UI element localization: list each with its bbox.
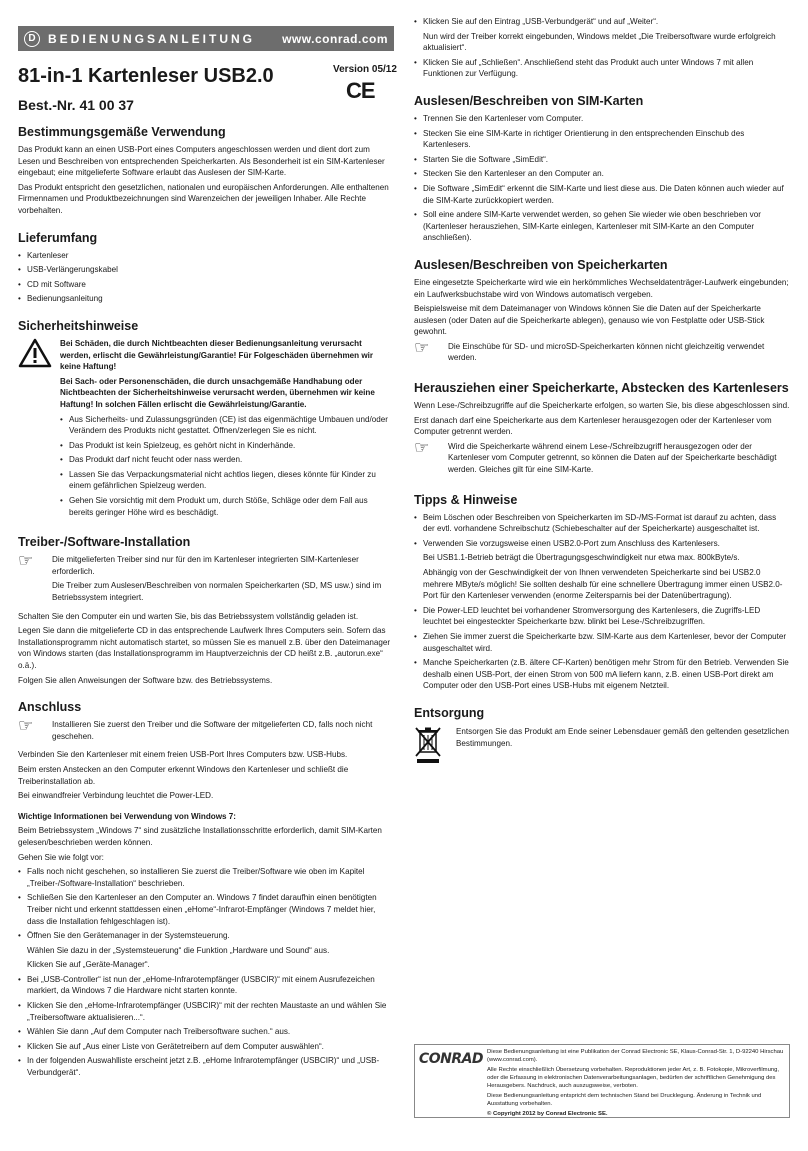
remove-text-2: Erst danach darf eine Speicherkarte aus dem Kartenleser herausgezogen oder der Kartenleser vom Computer getrennt werden. xyxy=(414,415,772,437)
list-item: • Stecken Sie den Kartenleser an den Computer an. xyxy=(414,168,790,180)
disposal-heading: Entsorgung xyxy=(414,705,485,720)
connect-note xyxy=(18,716,394,745)
win7-steps-continued xyxy=(414,16,790,80)
intended-use-text-2: Das Produkt entspricht den gesetzlichen, nationalen und europäischen Anforderungen. Alle enthaltenen Firmennamen und Produktbezeichnungen sind Warenzeichen der jeweiligen Inhaber. Alle Rechte vorbehalten. xyxy=(18,182,389,215)
intended-use-heading: Bestimmungsgemäße Verwendung xyxy=(18,125,226,139)
publisher-text-3: Diese Bedienungsanleitung entspricht dem technischen Stand bei Drucklegung. Änderung in Technik und Ausstattung vorbehalten. xyxy=(487,1093,762,1107)
list-item: • Gehen Sie vorsichtig mit dem Produkt um, durch Stöße, Schläge oder dem Fall aus bereits geringer Höhe wird es beschädigt. xyxy=(60,495,394,518)
list-item: • Bedienungsanleitung xyxy=(18,293,394,305)
right-column xyxy=(414,16,790,769)
driver-note xyxy=(18,551,394,606)
list-item: • Kartenleser xyxy=(18,250,394,262)
publisher-text-1: Diese Bedienungsanleitung ist eine Publikation der Conrad Electronic SE, Klaus-Conrad-Str. 1, D-92240 Hirschau (www.conrad.com). xyxy=(487,1049,784,1063)
ce-mark: CE xyxy=(346,78,375,103)
memory-text-2: Beispielsweise mit dem Dateimanager von Windows können Sie die Daten auf der Speicherkarte auslesen (oder Daten auf die Speicherkarte ablegen), genauso wie von Festplatte oder USB-Stick gewohnt. xyxy=(414,304,765,337)
safety-warning-1: Bei Schäden, die durch Nichtbeachten dieser Bedienungsanleitung verursacht werden, erlischt die Gewährleistung/Garantie! Für Folgeschäden übernehmen wir keine Haftung! xyxy=(60,338,374,372)
list-item: • Klicken Sie den „eHome-Infrarotempfänger (USBCIR)“ mit der rechten Maustaste an und wählen Sie „Treibersoftware aktualisieren...“. xyxy=(18,1000,394,1023)
list-item: • Aus Sicherheits- und Zulassungsgründen (CE) ist das eigenmächtige Umbauen und/oder Verändern des Produkts nicht gestattet. Öffnen/zerlegen Sie es nicht. xyxy=(60,414,394,437)
sim-list xyxy=(414,113,790,244)
list-item: • Klicken Sie auf „Schließen“. Anschließend steht das Produkt auch unter Windows 7 mit allen Funktionen zur Verfügung. xyxy=(414,57,790,80)
list-item: • Manche Speicherkarten (z.B. ältere CF-Karten) benötigen mehr Strom für den Betrieb. Verwenden Sie deshalb einen USB-Port, der einen Strom von 500 mA liefern kann, z.B. einen USB-Port direkt am Computer oder den USB-Port eines USB-Hubs mit eigenem Netzteil. xyxy=(414,657,790,692)
remove-note-text: Wird die Speicherkarte während einem Lese-/Schreibzugriff herausgezogen oder der Kartenleser vom Computer getrennt, so können die Daten auf der Speicherkarte beschädigt werden. Gleiches gilt für eine SIM-Karte. xyxy=(448,441,777,475)
list-item: • Starten Sie die Software „SimEdit“. xyxy=(414,154,790,166)
list-item: • Die Power-LED leuchtet bei vorhandener Stromversorgung des Kartenlesers, die Zugriffs-LED leuchtet bei eingesteckter Speicherkarte bzw. blinkt bei Lese-/Schreibzugriffen. xyxy=(414,605,790,628)
list-item: • Klicken Sie auf den Eintrag „USB-Verbundgerät“ und auf „Weiter“. xyxy=(414,16,790,28)
safety-list xyxy=(60,414,394,519)
pointing-hand-icon: ☞ xyxy=(18,716,34,736)
win7-text-2: Gehen Sie wie folgt vor: xyxy=(18,852,104,862)
list-item: • Öffnen Sie den Gerätemanager in der Systemsteuerung. xyxy=(18,930,394,942)
conrad-logo xyxy=(415,1045,487,1117)
driver-text-3: Folgen Sie allen Anweisungen der Software bzw. des Betriebssystems. xyxy=(18,675,273,685)
scope-heading: Lieferumfang xyxy=(18,230,98,245)
pointing-hand-icon: ☞ xyxy=(414,437,430,457)
publisher-box xyxy=(414,1044,790,1118)
memory-text-1: Eine eingesetzte Speicherkarte wird wie ein herkömmliches Wechseldatenträger-Laufwerk eingebunden; ein Laufwerksbuchstabe wird von Windows automatisch vergeben. xyxy=(414,277,789,299)
memory-heading: Auslesen/Beschreiben von Speicherkarten xyxy=(414,257,668,272)
list-item-sub: Klicken Sie auf „Geräte-Manager“. xyxy=(27,960,150,970)
list-item: • Die Software „SimEdit“ erkennt die SIM-Karte und liest diese aus. Die Daten können auch wieder auf die SIM-Karte zurückkopiert werden. xyxy=(414,183,790,206)
list-item: • CD mit Software xyxy=(18,279,394,291)
warning-triangle-icon xyxy=(18,338,60,373)
header-banner xyxy=(18,26,394,51)
safety-warning-2: Bei Sach- oder Personenschäden, die durch unsachgemäße Handhabung oder Nichtbeachten der Sicherheitshinweise verursacht werden, übernehmen wir keine Haftung! In solchen Fällen erlischt die Gewährleistung/Garantie. xyxy=(60,376,375,409)
list-item: • Wählen Sie dann „Auf dem Computer nach Treibersoftware suchen.“ aus. xyxy=(18,1026,394,1038)
list-item: • Falls noch nicht geschehen, so installieren Sie zuerst die Treiber/Software wie oben im Kapitel „Treiber-/Software-Installation“ beschrieben. xyxy=(18,866,394,889)
list-item: • In der folgenden Auswahlliste erscheint jetzt z.B. „eHome Infrarotempfänger (USBCIR)“ und „USB-Verbundgerät“. xyxy=(18,1055,394,1078)
sim-heading: Auslesen/Beschreiben von SIM-Karten xyxy=(414,93,644,108)
list-item: • Verwenden Sie vorzugsweise einen USB2.0-Port zum Anschluss des Kartenlesers. xyxy=(414,538,790,550)
page-title: 81-in-1 Kartenleser USB2.0 xyxy=(18,65,274,87)
language-badge: D xyxy=(24,31,40,47)
list-item: • Das Produkt darf nicht feucht oder nass werden. xyxy=(60,454,394,466)
remove-note xyxy=(414,437,790,479)
driver-note-2: Die Treiber zum Auslesen/Beschreiben von normalen Speicherkarten (SD, MS usw.) sind im Betriebssystem integriert. xyxy=(52,581,382,603)
connect-heading: Anschluss xyxy=(18,700,82,715)
crossed-bin-icon xyxy=(414,726,456,769)
scope-list xyxy=(18,250,394,305)
connect-text-3: Bei einwandfreier Verbindung leuchtet die Power-LED. xyxy=(18,791,214,801)
list-item: • USB-Verlängerungskabel xyxy=(18,264,394,276)
memory-note xyxy=(414,337,790,367)
list-item: • Soll eine andere SIM-Karte verwendet werden, so gehen Sie wieder wie oben beschrieben vor (Kartenleser herausziehen, SIM-Karte einlegen, Kartenleser mit SIM-Karte an den Computer anschließen). xyxy=(414,209,790,244)
banner-label: BEDIENUNGSANLEITUNG xyxy=(48,31,256,46)
driver-text-2: Legen Sie dann die mitgelieferte CD in das entsprechende Laufwerk Ihres Computers sein. Sofern das Installationsprogramm nicht automatisch startet, so müssen Sie es manuell z.B. über den Dateimanager von Windows starten (das Installationsprogramm im Hauptverzeichnis der CD heißt z.B. „autorun.exe“ o.ä.). xyxy=(18,626,391,670)
list-item-sub: Bei USB1.1-Betrieb beträgt die Übertragungsgeschwindigkeit nur etwa max. 800kByte/s. xyxy=(423,553,740,563)
list-item: • Beim Löschen oder Beschreiben von Speicherkarten im SD-/MS-Format ist darauf zu achten, dass der evtl. vorhandene Schreibschutz (Schiebeschalter auf der Speicherkarte) ausgeschaltet ist. xyxy=(414,512,790,535)
order-number: Best.-Nr. 41 00 37 xyxy=(18,97,134,113)
list-item: • Bei „USB-Controller“ ist nun der „eHome-Infrarotempfänger (USBCIR)“ mit einem Ausrufezeichen markiert, da Windows 7 die Hardware nicht starten konnte. xyxy=(18,974,394,997)
safety-block xyxy=(18,338,394,521)
driver-heading: Treiber-/Software-Installation xyxy=(18,535,191,550)
disposal-block xyxy=(414,726,790,769)
list-item: • Ziehen Sie immer zuerst die Speicherkarte bzw. SIM-Karte aus dem Kartenleser, bevor der Computer ausgeschaltet wird. xyxy=(414,631,790,654)
driver-text-1: Schalten Sie den Computer ein und warten Sie, bis das Betriebssystem vollständig geladen ist. xyxy=(18,611,359,621)
conrad-logo-text: CONRAD xyxy=(418,1051,484,1067)
list-item-sub: Abhängig von der Geschwindigkeit der von Ihnen verwendeten Speicherkarte sind bei USB2.0 mehrere MByte/s möglich! Sie sollten deshalb für eine schnellere Übertragung immer einen USB2.0-Port für den Kartenleser verwenden (enorme Zeitersparnis bei der Datenübertragung). xyxy=(423,568,783,601)
connect-text-2: Beim ersten Anstecken an den Computer erkennt Windows den Kartenleser und schließt die Treiberinstallation ab. xyxy=(18,764,349,786)
tips-list xyxy=(414,512,790,692)
publisher-text-2: Alle Rechte einschließlich Übersetzung vorbehalten. Reproduktionen jeder Art, z. B. Fotokopie, Mikroverfilmung, oder die Erfassung in elektronischen Datenverarbeitungsanlagen, bedürfen der schriftlichen Genehmigung des Herausgebers. Nachdruck, auch auszugsweise, verboten. xyxy=(487,1067,780,1089)
list-item: • Klicken Sie auf „Aus einer Liste von Gerätetreibern auf dem Computer auswählen“. xyxy=(18,1041,394,1053)
list-item: • Stecken Sie eine SIM-Karte in richtiger Orientierung in den entsprechenden Einschub des Kartenlesers. xyxy=(414,128,790,151)
list-item: • Das Produkt ist kein Spielzeug, es gehört nicht in Kinderhände. xyxy=(60,440,394,452)
list-item-sub: Nun wird der Treiber korrekt eingebunden, Windows meldet „Die Treibersoftware wurde erfolgreich aktualisiert“. xyxy=(423,31,776,53)
safety-heading: Sicherheitshinweise xyxy=(18,318,139,333)
intended-use-text-1: Das Produkt kann an einen USB-Port eines Computers angeschlossen werden und dient dort zum Lesen und Beschreiben von entsprechenden Speicherkarten. Als Besonderheit ist ein SIM-Kartenleser eingebaut; eine mitgelieferte Software erlaubt das Auslesen der SIM-Karte. xyxy=(18,145,385,178)
list-item: • Lassen Sie das Verpackungsmaterial nicht achtlos liegen, dieses könnte für Kinder zu einem gefährlichen Spielzeug werden. xyxy=(60,469,394,492)
remove-text-1: Wenn Lese-/Schreibzugriffe auf die Speicherkarte erfolgen, so warten Sie, bis diese abgeschlossen sind. xyxy=(414,401,790,411)
list-item-sub: Wählen Sie dazu in der „Systemsteuerung“ die Funktion „Hardware und Sound“ aus. xyxy=(27,945,330,955)
win7-heading: Wichtige Informationen bei Verwendung von Windows 7: xyxy=(18,811,236,821)
website-link[interactable]: www.conrad.com xyxy=(282,31,388,46)
tips-heading: Tipps & Hinweise xyxy=(414,492,518,507)
list-item: • Trennen Sie den Kartenleser vom Computer. xyxy=(414,113,790,125)
connect-text-1: Verbinden Sie den Kartenleser mit einem freien USB-Port Ihres Computers bzw. USB-Hubs. xyxy=(18,750,348,760)
pointing-hand-icon: ☞ xyxy=(414,337,430,357)
disposal-text: Entsorgen Sie das Produkt am Ende seiner Lebensdauer gemäß den geltenden gesetzlichen Bestimmungen. xyxy=(456,726,789,748)
remove-heading: Herausziehen einer Speicherkarte, Abstecken des Kartenlesers xyxy=(414,381,789,396)
version-label: Version 05/12 xyxy=(333,64,397,75)
memory-note-text: Die Einschübe für SD- und microSD-Speicherkarten können nicht gleichzeitig verwendet werden. xyxy=(448,341,765,363)
copyright: © Copyright 2012 by Conrad Electronic SE. xyxy=(487,1111,608,1117)
list-item: • Schließen Sie den Kartenleser an den Computer an. Windows 7 findet daraufhin einen benötigten Treiber nicht und erkennt stattdessen einen „eHome“-Infrarot-Empfänger (Windows 7 meldet hier, dass die Installation fehlgeschlagen ist). xyxy=(18,892,394,927)
connect-note-text: Installieren Sie zuerst den Treiber und die Software der mitgelieferten CD, falls noch nicht geschehen. xyxy=(52,720,373,741)
win7-steps xyxy=(18,866,394,1079)
pointing-hand-icon: ☞ xyxy=(18,551,34,571)
win7-text-1: Beim Betriebssystem „Windows 7“ sind zusätzliche Installationsschritte erforderlich, damit SIM-Karten gelesen/beschrieben werden können. xyxy=(18,826,382,847)
left-column xyxy=(18,0,394,1082)
driver-note-1: Die mitgelieferten Treiber sind nur für den im Kartenleser integrierten SIM-Kartenleser erforderlich. xyxy=(52,555,359,576)
